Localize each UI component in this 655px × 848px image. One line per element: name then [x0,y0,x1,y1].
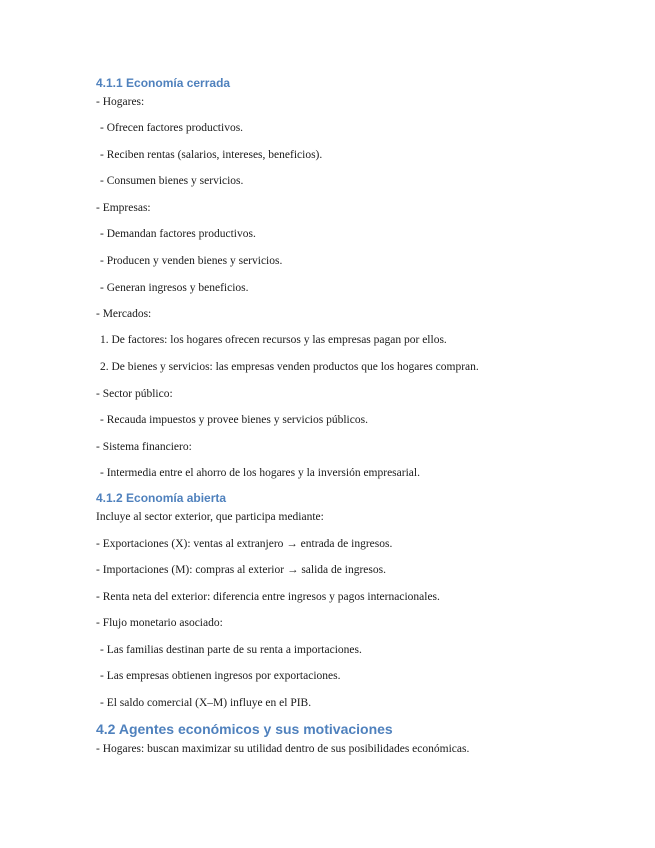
text-line: - Las empresas obtienen ingresos por exportaciones. [100,670,341,682]
text-line: - Recauda impuestos y provee bienes y servicios públicos. [100,414,368,426]
text-line: - Generan ingresos y beneficios. [100,282,249,294]
text-line: - Las familias destinan parte de su renta a importaciones. [100,644,362,656]
heading-open-economy: 4.1.2 Economía abierta [96,491,227,505]
heading-agents: 4.2 Agentes económicos y sus motivaciones [96,721,393,737]
heading-closed-economy: 4.1.1 Economía cerrada [96,76,231,90]
text-line: - Empresas: [96,202,151,214]
text-line: - Ofrecen factores productivos. [100,122,244,134]
text-line: - Exportaciones (X): ventas al extranjero → entrada de ingresos. [96,538,393,550]
text-line: Incluye al sector exterior, que participa mediante: [96,511,324,523]
text-line: 2. De bienes y servicios: las empresas venden productos que los hogares compran. [100,361,479,373]
text-line: 1. De factores: los hogares ofrecen recursos y las empresas pagan por ellos. [100,334,447,346]
text-line: - Reciben rentas (salarios, intereses, beneficios). [100,149,323,161]
text-line: - Hogares: buscan maximizar su utilidad dentro de sus posibilidades económicas. [96,743,470,755]
text-line: - Producen y venden bienes y servicios. [100,255,283,267]
text-line: - Demandan factores productivos. [100,228,256,240]
text-line: - Hogares: [96,96,145,108]
text-line: - Importaciones (M): compras al exterior → salida de ingresos. [96,564,386,576]
text-line: - Flujo monetario asociado: [96,617,223,629]
text-line: - Sistema financiero: [96,441,192,453]
text-line: - Mercados: [96,308,152,320]
text-line: - Sector público: [96,388,173,400]
text-line: - Consumen bienes y servicios. [100,175,244,187]
text-line: - Renta neta del exterior: diferencia entre ingresos y pagos internacionales. [96,591,440,603]
text-line: - El saldo comercial (X–M) influye en el PIB. [100,697,312,709]
text-line: - Intermedia entre el ahorro de los hogares y la inversión empresarial. [100,467,420,479]
